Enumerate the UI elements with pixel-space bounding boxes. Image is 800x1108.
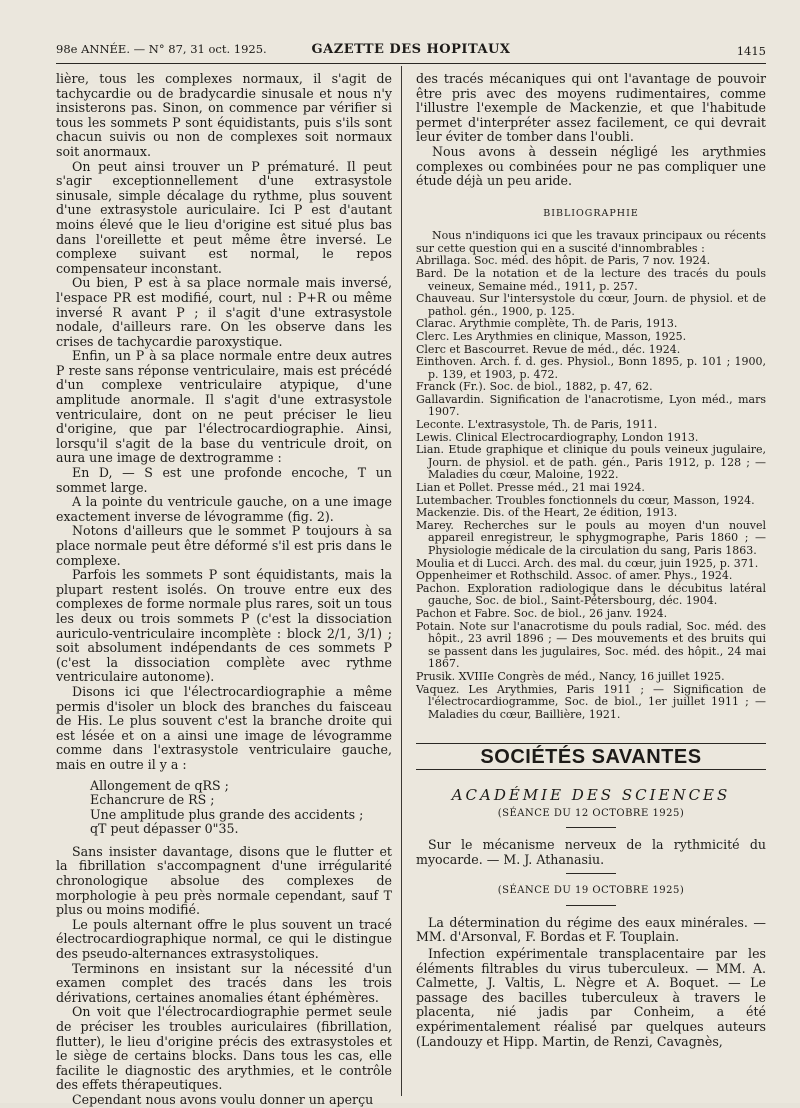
bibliography-entry: Lutembacher. Troubles fonctionnels du cœur, Masson, 1924. [416, 493, 755, 507]
bibliography-entry: Prusik. XVIIIe Congrès de méd., Nancy, 16 juillet 1925. [416, 669, 725, 683]
bibliography-entry: Oppenheimer et Rothschild. Assoc. of amer. Phys., 1924. [416, 569, 733, 583]
right-column [416, 72, 766, 1051]
section-title: SOCIÉTÉS SAVANTES [416, 743, 766, 770]
paragraph: Parfois les sommets P sont équidistants, mais la plupart restent isolés. On trouve entre eux des complexes de forme normale plus rares, soit un tous les deux ou trois sommets P (c'est la dissociation auriculo-ventriculaire incomplète : block 2/1, 3/1) ; soit absolument indépendants de ces sommets P (c'est la dissociation complète avec rythme ventriculaire autonome). [56, 567, 392, 685]
bibliography-entry: Marey. Recherches sur le pouls au moyen d'un nouvel appareil enregistreur, le sphygmographe, Paris 1860 ; — Physiologie médicale de la circulation du sang, Paris 1863. [416, 518, 766, 557]
bibliography-entry: Leconte. L'extrasystole, Th. de Paris, 1911. [416, 418, 658, 432]
paragraph: Terminons en insistant sur la nécessité d'un examen complet des tracés dans les trois dérivations, certaines anomalies étant éphémères. [56, 960, 392, 1005]
list-item: Une amplitude plus grande des accidents ; [90, 806, 364, 822]
bibliography-entry: Bard. De la notation et de la lecture des tracés du pouls veineux, Semaine méd., 1911, p. 257. [416, 266, 766, 293]
bibliography-entry: Lewis. Clinical Electrocardiography, London 1913. [416, 430, 699, 444]
journal-title: GAZETTE DES HOPITAUX [311, 42, 511, 57]
bibliography-entry: Pachon. Exploration radiologique dans le décubitus latéral gauche, Soc. de biol., Saint-Pétersbourg, déc. 1904. [416, 581, 766, 608]
bibliography-list [416, 255, 766, 721]
bibliography-entry: Einthoven. Arch. f. d. ges. Physiol., Bonn 1895, p. 101 ; 1900, p. 139, et 1903, p. 472. [416, 355, 766, 381]
bibliography-entry: Clerc et Bascourret. Revue de méd., déc. 1924. [416, 342, 681, 356]
divider [566, 905, 616, 906]
list-item: qT peut dépasser 0"35. [90, 821, 239, 837]
paragraph: Cependant nous avons voulu donner un aperçu [72, 1091, 374, 1107]
paragraph: Nous avons à dessein négligé les arythmies complexes ou combinées pour ne pas compliquer une étude déjà un peu aride. [416, 143, 766, 189]
paragraph: Enfin, un P à sa place normale entre deux autres P reste sans réponse ventriculaire, mais est précédé d'un complexe ventriculaire atypique, d'une amplitude anormale. Il s'agit d'une extrasystole ventriculaire, dont on ne peut préciser le lieu d'origine, que par l'électrocardiographie. Ainsi, lorsqu'il s'agit de la base du ventricule droit, on aura une image de dextrogramme : [56, 348, 392, 466]
bibliography-entry: Lian. Etude graphique et clinique du pouls veineux jugulaire, Journ. de physiol. et de path. gén., Paris 1912, p. 128 ; — Maladies du cœur, Maloine, 1922. [416, 443, 766, 482]
paragraph: Notons d'ailleurs que le sommet P toujours à sa place normale peut être déformé s'il est pris dans le complexe. [56, 523, 392, 568]
issue-info: 98e ANNÉE. — N° 87, 31 oct. 1925. [56, 42, 267, 56]
bibliography-entry: Clarac. Arythmie complète, Th. de Paris, 1913. [416, 317, 678, 331]
bibliography-entry: Chauveau. Sur l'intersystole du cœur, Journ. de physiol. et de pathol. gén., 1900, p. 125. [416, 292, 766, 318]
paragraph: Disons ici que l'électrocardiographie a même permis d'isoler un block des branches du faisceau de His. Le plus souvent c'est la branche droite qui est lésée et on a ainsi une image de lévogramme comme dans l'extrasystole ventriculaire gauche, mais en outre il y a : [56, 683, 392, 772]
bibliography-entry: Moulia et di Lucci. Arch. des mal. du cœur, juin 1925, p. 371. [416, 556, 759, 570]
bibliography-entry: Lian et Pollet. Presse méd., 21 mai 1924. [416, 481, 645, 495]
academy-title: ACADÉMIE DES SCIENCES [451, 785, 731, 804]
paragraph: En D, — S est une profonde encoche, T un sommet large. [56, 465, 392, 495]
paragraph: On peut ainsi trouver un P prématuré. Il peut s'agir exceptionnellement d'une extrasystole sinusale, simple décalage du rythme, plus souvent d'une extrasystole auriculaire. Ici P est d'autant moins élevé que le lieu d'origine est situé plus bas dans l'oreillette et peut même être inversé. Le complexe suivant est normal, le repos compensateur inconstant. [56, 158, 392, 276]
left-column [56, 72, 392, 1108]
bibliography-entry: Mackenzie. Dis. of the Heart, 2e édition, 1913. [416, 506, 678, 520]
paragraph: des tracés mécaniques qui ont l'avantage de pouvoir être pris avec des moyens rudimentaires, comme l'illustre l'exemple de Mackenzie, et que l'habitude permet d'interpréter assez facilement, ce qui devrait leur éviter de tomber dans l'oubli. [416, 71, 766, 145]
bibliography-entry: Pachon et Fabre. Soc. de biol., 26 janv. 1924. [416, 606, 668, 620]
bibliography-entry: Gallavardin. Signification de l'anacrotisme, Lyon méd., mars 1907. [416, 392, 766, 419]
paragraph: lière, tous les complexes normaux, il s'agit de tachycardie ou de bradycardie sinusale et nous n'y insisterons pas. Sinon, on commence par vérifier si tous les sommets P sont équidistants, puis s'ils sont chacun suivis ou non de complexes soit normaux soit anormaux. [56, 71, 392, 159]
paragraph: On voit que l'électrocardiographie permet seule de préciser les troubles auriculaires (fibrillation, flutter), le lieu d'origine précis des extrasystoles et le siège de certains blocks. Dans tous les cas, elle facilite le diagnostic des arythmies, et le contrôle des effets thérapeutiques. [56, 1004, 392, 1093]
divider [566, 873, 616, 874]
bibliography-title: BIBLIOGRAPHIE [543, 207, 639, 219]
bibliography-entry: Vaquez. Les Arythmies, Paris 1911 ; — Signification de l'électrocardiogramme, Soc. de biol., 1er juillet 1911 ; — Maladies du cœur, Baillière, 1921. [416, 682, 766, 721]
page-header [56, 38, 766, 64]
communication: La détermination du régime des eaux minérales. — MM. d'Arsonval, F. Bordas et F. Touplain. [416, 914, 766, 945]
paragraph: Sans insister davantage, disons que le flutter et la fibrillation s'accompagnent d'une irrégularité chronologique absolue des complexes de morphologie à peu près normale cependant, sauf T plus ou moins modifié. [56, 843, 392, 918]
paragraph: Le pouls alternant offre le plus souvent un tracé électrocardiographique normal, ce qui le distingue des pseudo-alternances extrasystoliques. [56, 916, 392, 962]
bibliography-entry: Clerc. Les Arythmies en clinique, Masson, 1925. [416, 329, 687, 343]
paragraph: Ou bien, P est à sa place normale mais inversé, l'espace PR est modifié, court, nul : P+R ou même inversé R avant P ; il s'agit d'une extrasystole nodale, d'ailleurs rare. On les observe dans les crises de tachycardie paroxystique. [56, 275, 392, 349]
paragraph: A la pointe du ventricule gauche, on a une image exactement inverse de lévogramme (fig. 2). [56, 494, 392, 524]
criteria-list [90, 779, 392, 837]
bibliography-entry: Potain. Note sur l'anacrotisme du pouls radial, Soc. méd. des hôpit., 23 avril 1896 ; — Des mouvements et des bruits qui se passent dans les jugulaires, Soc. méd. des hôpit., 24 mai 1867. [416, 619, 766, 671]
communication: Sur le mécanisme nerveux de la rythmicité du myocarde. — M. J. Athanasiu. [416, 837, 766, 867]
list-item: Allongement de qRS ; [90, 777, 229, 793]
session-date: (SÉANCE DU 12 OCTOBRE 1925) [497, 807, 685, 819]
list-item: Echancrure de RS ; [90, 792, 215, 808]
bibliography-entry: Abrillaga. Soc. méd. des hôpit. de Paris, 7 nov. 1924. [416, 254, 711, 268]
bibliography-entry: Franck (Fr.). Soc. de biol., 1882, p. 47, 62. [416, 380, 653, 394]
page-number: 1415 [736, 44, 766, 58]
divider [566, 827, 616, 828]
bibliography-intro: Nous n'indiquons ici que les travaux principaux ou récents sur cette question qui en a suscité d'innombrables : [416, 229, 766, 256]
communication: Infection expérimentale transplacentaire par les éléments filtrables du virus tuberculeux. — MM. A. Calmette, J. Valtis, L. Nègre et A. Boquet. — Le passage des bacilles tuberculeux à travers le placenta, nié jadis par Conheim, a été expérimentalement réalisé par quelques auteurs (Landouzy et Hipp. Martin, de Renzi, Cavagnès, [416, 946, 766, 1049]
column-divider [401, 66, 402, 1096]
session-date: (SÉANCE DU 19 OCTOBRE 1925) [497, 885, 685, 897]
header-rule [56, 63, 766, 64]
